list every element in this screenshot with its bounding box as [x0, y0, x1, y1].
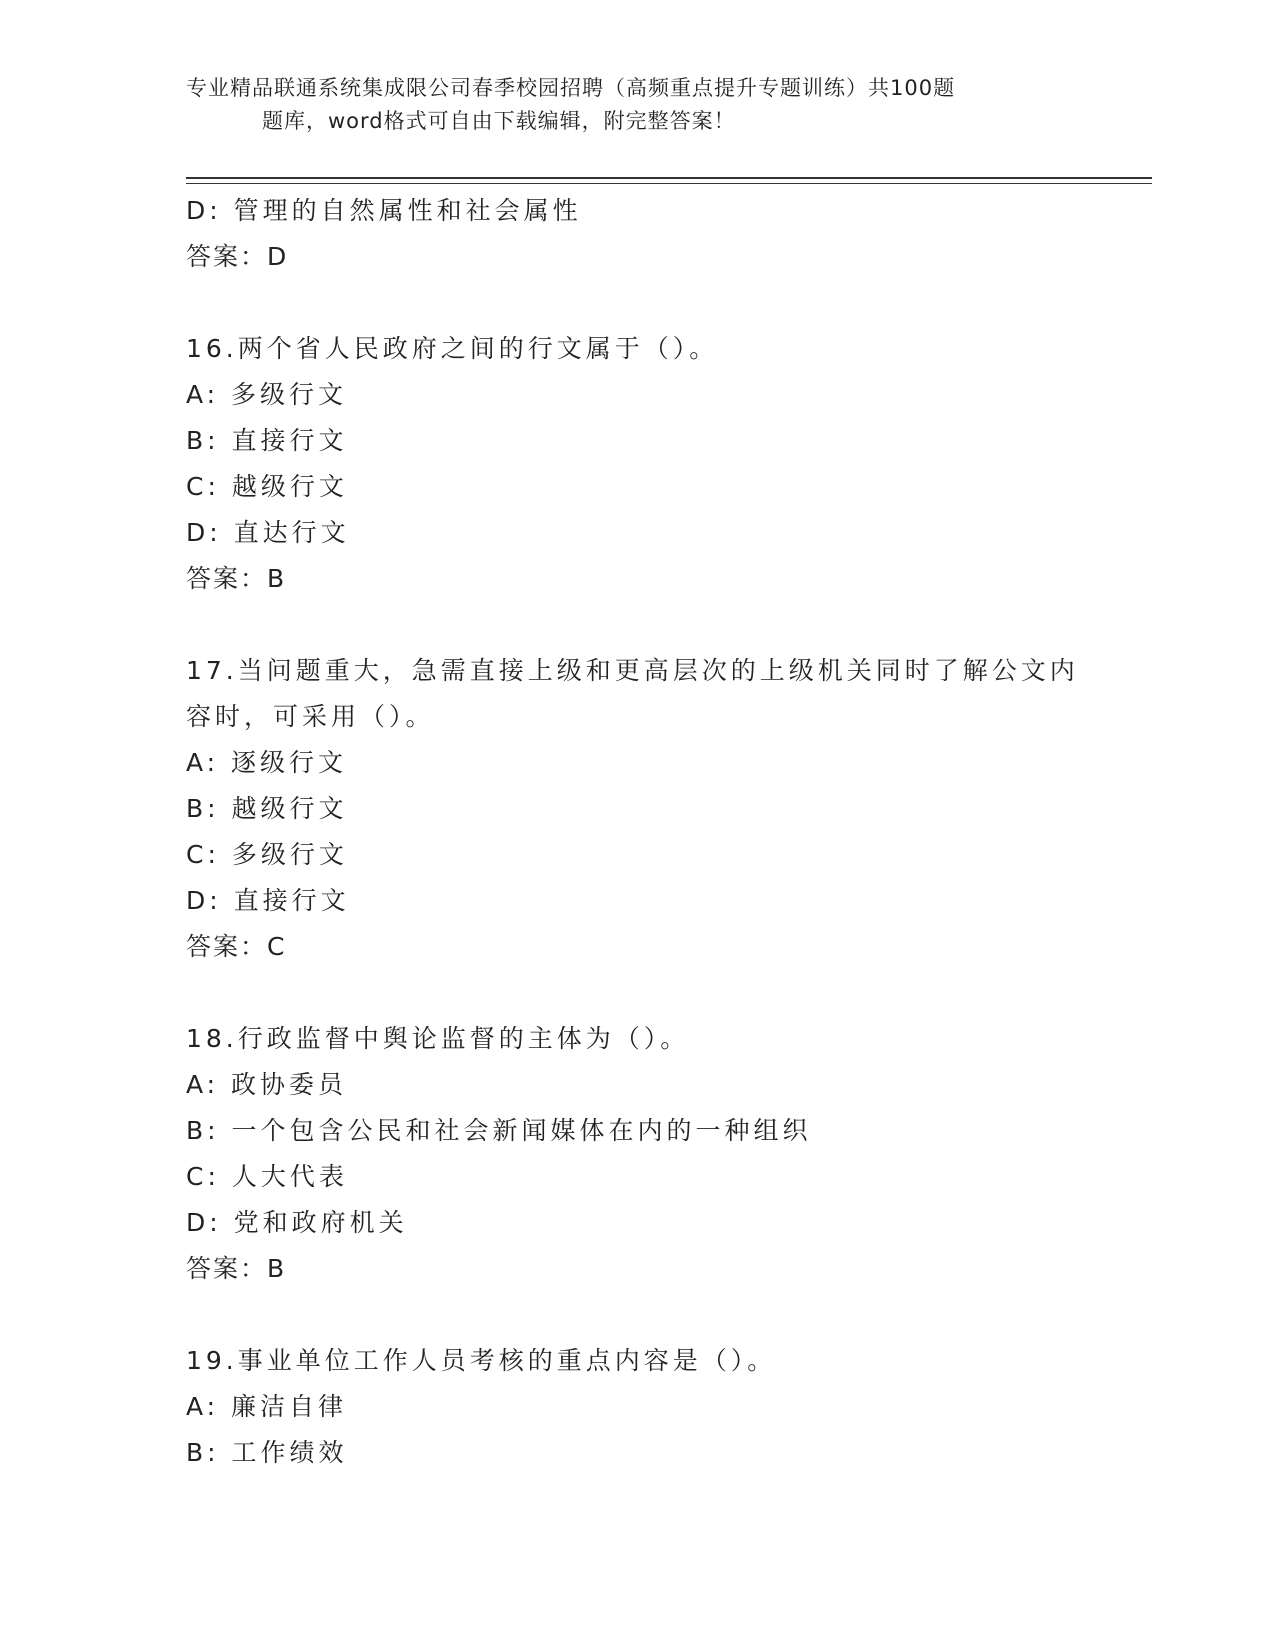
option-line: A: 逐级行文: [186, 748, 348, 777]
paragraph-gap: [186, 280, 1086, 326]
option-line: B: 工作绩效: [186, 1438, 348, 1467]
option-line: A: 多级行文: [186, 380, 348, 409]
question-list: [186, 188, 1086, 1476]
option-line: A: 廉洁自律: [186, 1392, 348, 1421]
header-title-line2: 题库，word格式可自由下载编辑，附完整答案！: [262, 109, 736, 133]
option-line: B: 越级行文: [186, 794, 348, 823]
header-divider-thick: [186, 177, 1152, 179]
answer-line: 答案：C: [186, 932, 287, 961]
question-text: 17.当问题重大，急需直接上级和更高层次的上级机关同时了解公文内: [186, 656, 1079, 685]
answer-line: 答案：B: [186, 1254, 287, 1283]
option-line: A: 政协委员: [186, 1070, 348, 1099]
header-title-line1: 专业精品联通系统集成限公司春季校园招聘（高频重点提升专题训练）共100题: [186, 76, 956, 100]
answer-line: 答案：D: [186, 242, 289, 271]
document-header: [186, 72, 1086, 138]
option-line: C: 越级行文: [186, 472, 348, 501]
paragraph-gap: [186, 1292, 1086, 1338]
option-line: C: 人大代表: [186, 1162, 348, 1191]
option-line: B: 一个包含公民和社会新闻媒体在内的一种组织: [186, 1116, 812, 1145]
option-line: D: 党和政府机关: [186, 1208, 408, 1237]
option-line: B: 直接行文: [186, 426, 348, 455]
option-line: C: 多级行文: [186, 840, 348, 869]
option-line: D: 管理的自然属性和社会属性: [186, 196, 582, 225]
header-divider-thin: [186, 183, 1152, 184]
paragraph-gap: [186, 970, 1086, 1016]
question-text: 16.两个省人民政府之间的行文属于（）。: [186, 334, 719, 363]
question-text: 容时，可采用（）。: [186, 702, 435, 731]
answer-line: 答案：B: [186, 564, 287, 593]
question-text: 18.行政监督中舆论监督的主体为（）。: [186, 1024, 690, 1053]
paragraph-gap: [186, 602, 1086, 648]
question-text: 19.事业单位工作人员考核的重点内容是（）。: [186, 1346, 777, 1375]
option-line: D: 直接行文: [186, 886, 350, 915]
option-line: D: 直达行文: [186, 518, 350, 547]
